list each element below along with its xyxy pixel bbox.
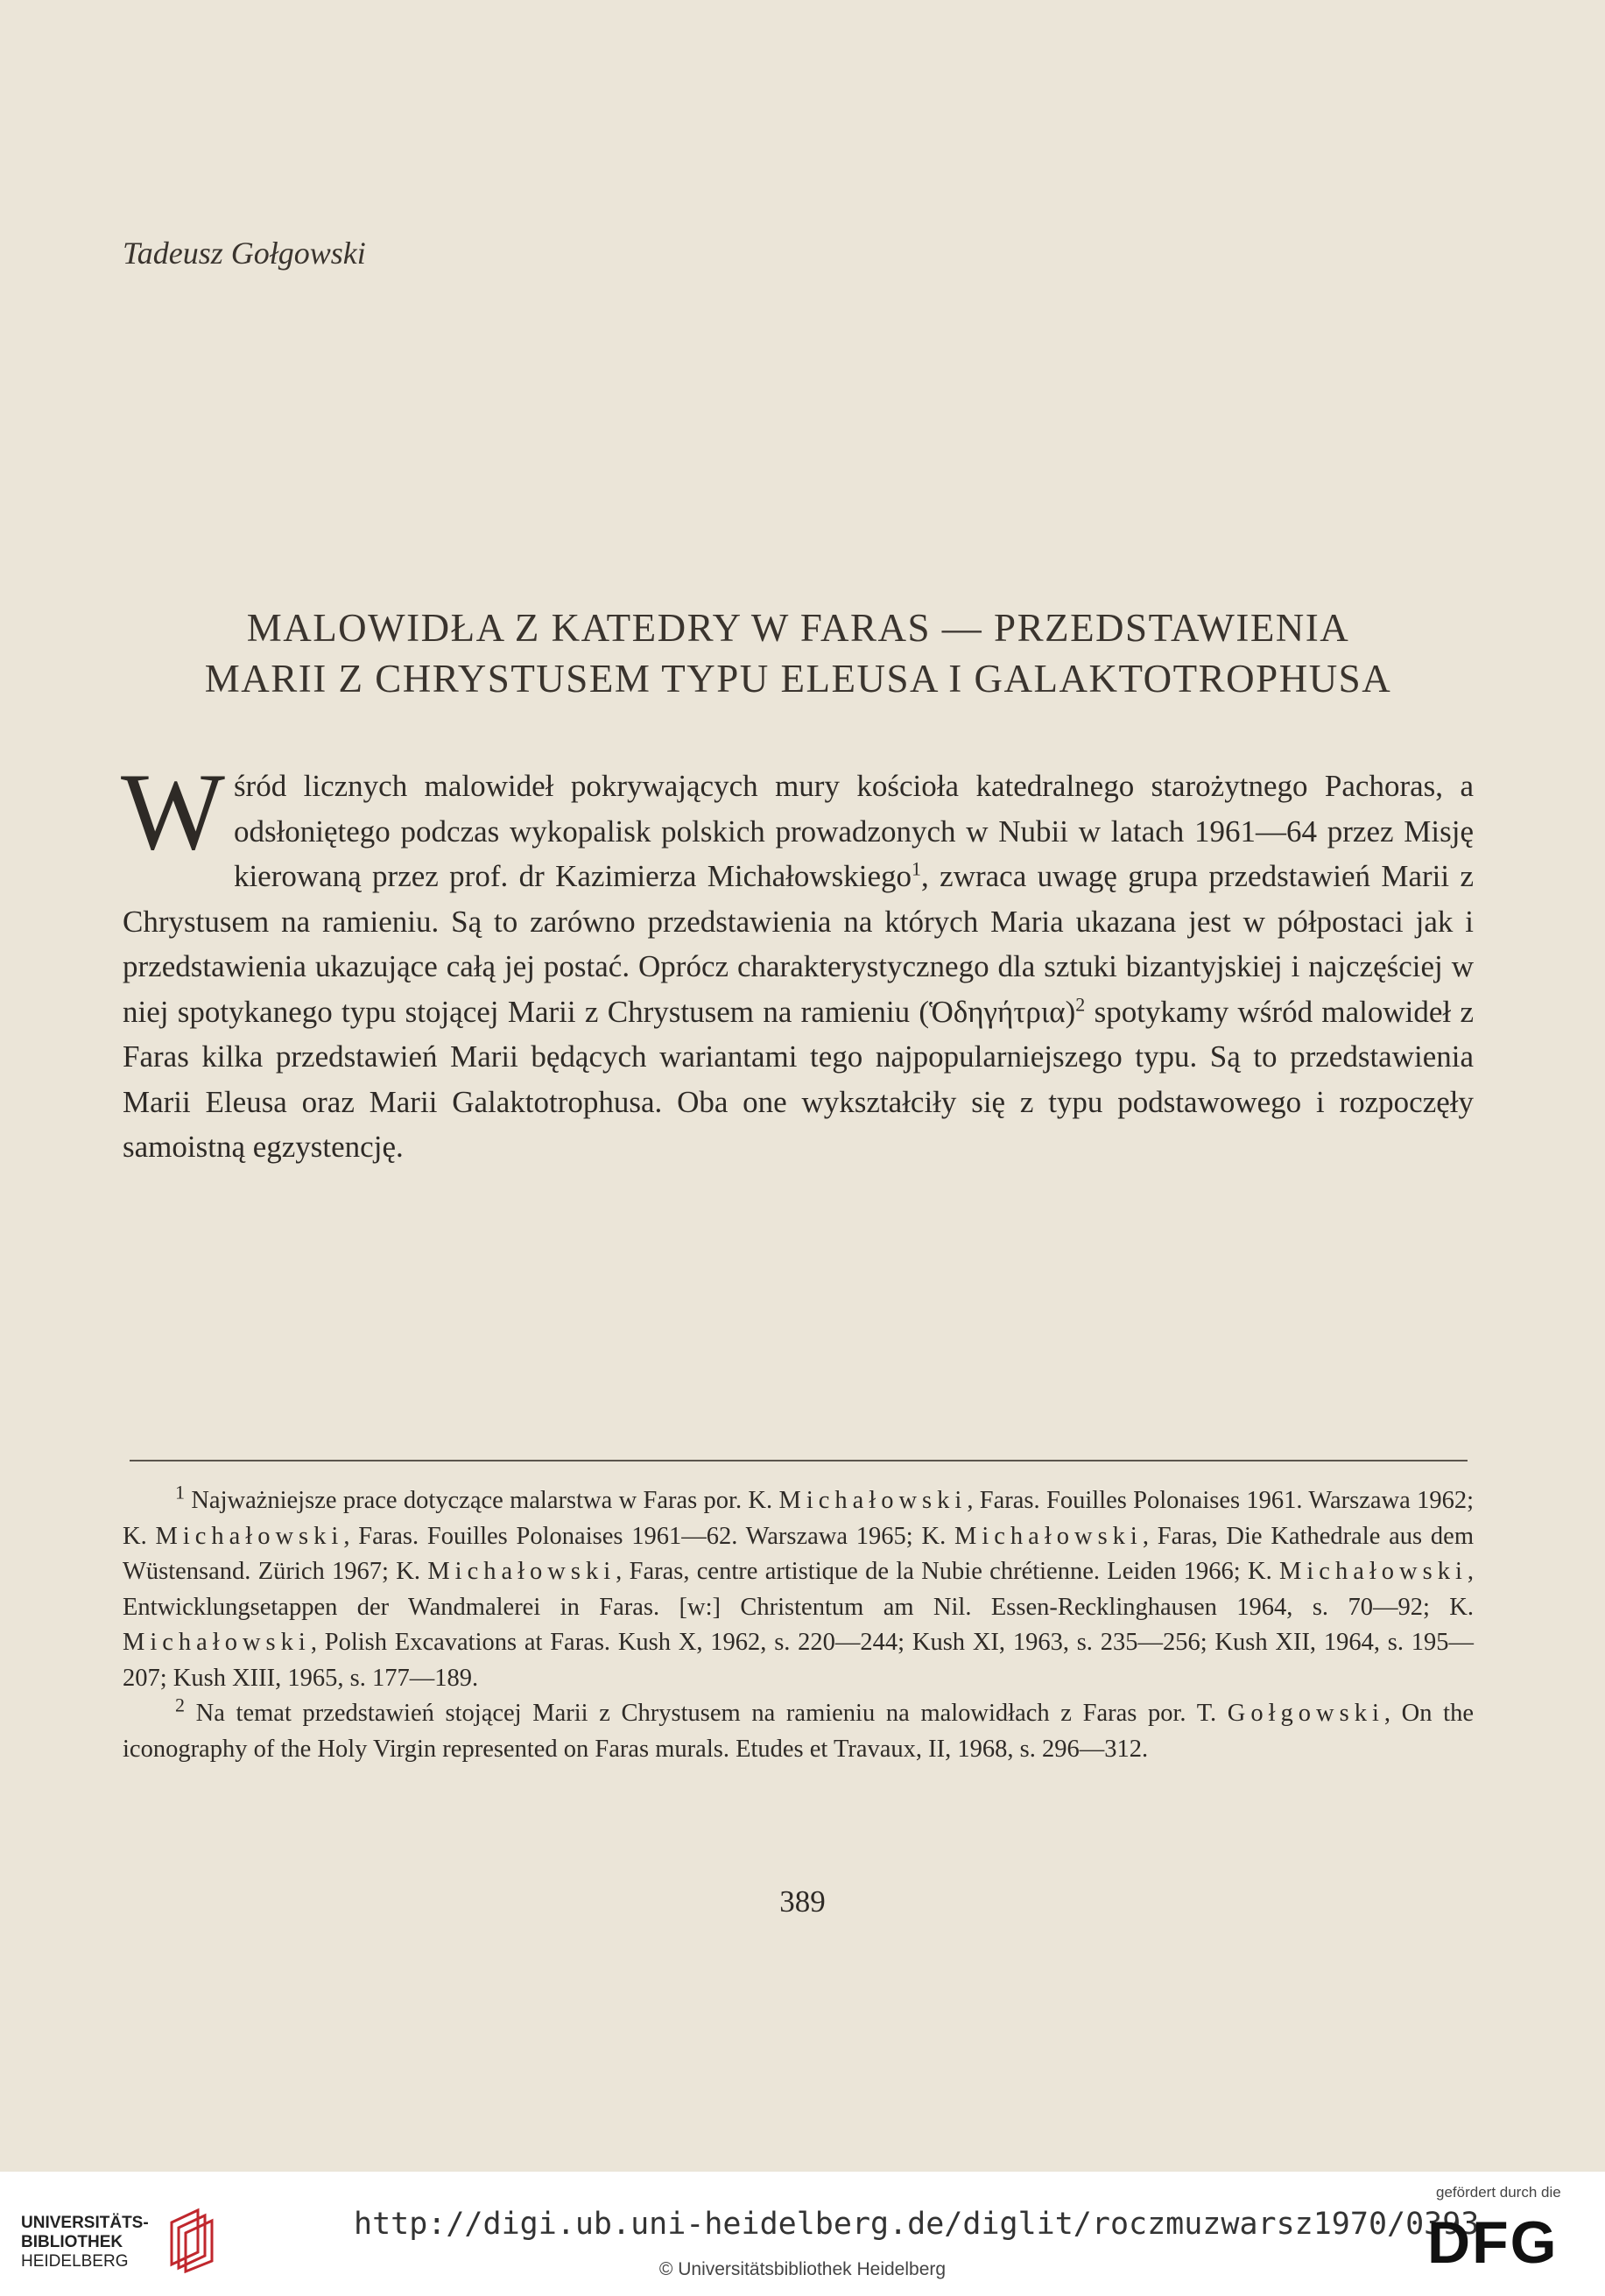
footnote-2-number: 2 [175,1694,185,1716]
body-paragraph [121,751,1475,1170]
footnote-1-number: 1 [175,1481,185,1504]
page-number: 389 [779,1884,826,1919]
library-line-1: UNIVERSITÄTS- [21,2214,149,2232]
funding-note: gefördert durch die [1436,2184,1561,2201]
body-text-a: śród licznych malowideł pokrywających mury kościoła katedralnego starożytnego Pachoras, a odsłoniętego podczas wykopalisk polskich prowadzonych w Nubii w latach 1961—64 przez Misję kierowaną przez prof. dr Kazimierza Michałowskiego [233,769,1474,893]
footnote-text: , On the iconography of the Holy Virgin represented on Faras murals. Etudes et Travaux, II, 1968, s. 296—312. [123,1700,1474,1763]
footnotes [123,1483,1474,1767]
footnote-text: , Faras. Fouilles Polonaises 1961—62. Warszawa 1965; K. [343,1522,955,1550]
author-name-spaced: Michałowski [427,1558,616,1585]
author-name-spaced: Gołgowski [1227,1700,1384,1727]
drop-cap: W [121,751,225,873]
author-name-spaced: Michałowski [954,1522,1143,1550]
footnote-1 [123,1483,1474,1696]
author-name: Tadeusz Gołgowski [123,236,366,271]
footnote-text: , Entwicklungsetappen der Wandmalerei in Faras. [w:] Christentum am Nil. Essen-Recklinghausen 1964, s. 70—92; K. [123,1558,1474,1621]
library-line-3: HEIDELBERG [21,2252,129,2271]
footnote-ref-2[interactable]: 2 [1075,992,1086,1015]
body-text-b: , zwraca uwagę grupa przedstawień Marii z Chrystusem na ramieniu. Są to zarówno przedstawienia na których Maria ukazana jest w półpostaci jak i przedstawienia ukazujące całą jej postać. Oprócz charakterystycznego dla sztuki bizantyjskiej i najczęściej w niej spotykanego typu stojącej Marii z Chrystusem na ramieniu (Ὁδηγήτρια) [123,859,1474,1029]
viewer-footer [0,2172,1605,2296]
body-text-c: spotykamy wśród malowideł z Faras kilka przedstawień Marii będących wariantami tego najpopularniejszego typu. Są to przedstawienia Marii Eleusa oraz Marii Galaktotrophusa. Oba one wykształciły się z typu podstawowego i rozpoczęły samoistną egzystencję. [123,994,1475,1164]
title-line-2: MARII Z CHRYSTUSEM TYPU ELEUSA I GALAKTOTROPHUSA [204,657,1392,701]
author-name-spaced: Michałowski [155,1522,344,1550]
library-line-2: BIBLIOTHEK [21,2233,123,2251]
footnote-text: , Polish Excavations at Faras. Kush X, 1962, s. 220—244; Kush XI, 1963, s. 235—256; Kush XII, 1964, s. 195—207; Kush XIII, 1965, s. 177—189. [123,1629,1474,1692]
footnote-ref-1[interactable]: 1 [912,857,922,880]
dfg-logo-text: DFG [1427,2210,1559,2271]
footnote-text: , Faras, centre artistique de la Nubie chrétienne. Leiden 1966; K. [616,1558,1280,1585]
footnote-text: , Faras. Fouilles Polonaises 1961. Warszawa 1962; K. [123,1487,1474,1550]
article-title [123,602,1474,704]
dfg-logo-icon[interactable] [1427,2210,1585,2271]
permalink-url[interactable]: http://digi.ub.uni-heidelberg.de/diglit/roczmuzwarsz1970/0393 [354,2207,1480,2242]
footnote-text: Na temat przedstawień stojącej Marii z Chrystusem na ramieniu na malowidłach z Faras por. T. [185,1700,1228,1727]
footnote-divider [130,1460,1468,1461]
title-line-1: MALOWIDŁA Z KATEDRY W FARAS — PRZEDSTAWIENIA [246,606,1350,650]
footnote-2 [123,1696,1474,1767]
footnote-text: Najważniejsze prace dotyczące malarstwa w Faras por. K. [185,1487,779,1514]
author-name-spaced: Michałowski [123,1629,311,1656]
footnote-text: , Faras, Die Kathedrale aus dem Wüstensand. Zürich 1967; K. [123,1522,1474,1585]
author-name-spaced: Michałowski [778,1487,968,1514]
copyright-notice: © Universitätsbibliothek Heidelberg [658,2259,947,2279]
author-name-spaced: Michałowski [1279,1558,1468,1585]
